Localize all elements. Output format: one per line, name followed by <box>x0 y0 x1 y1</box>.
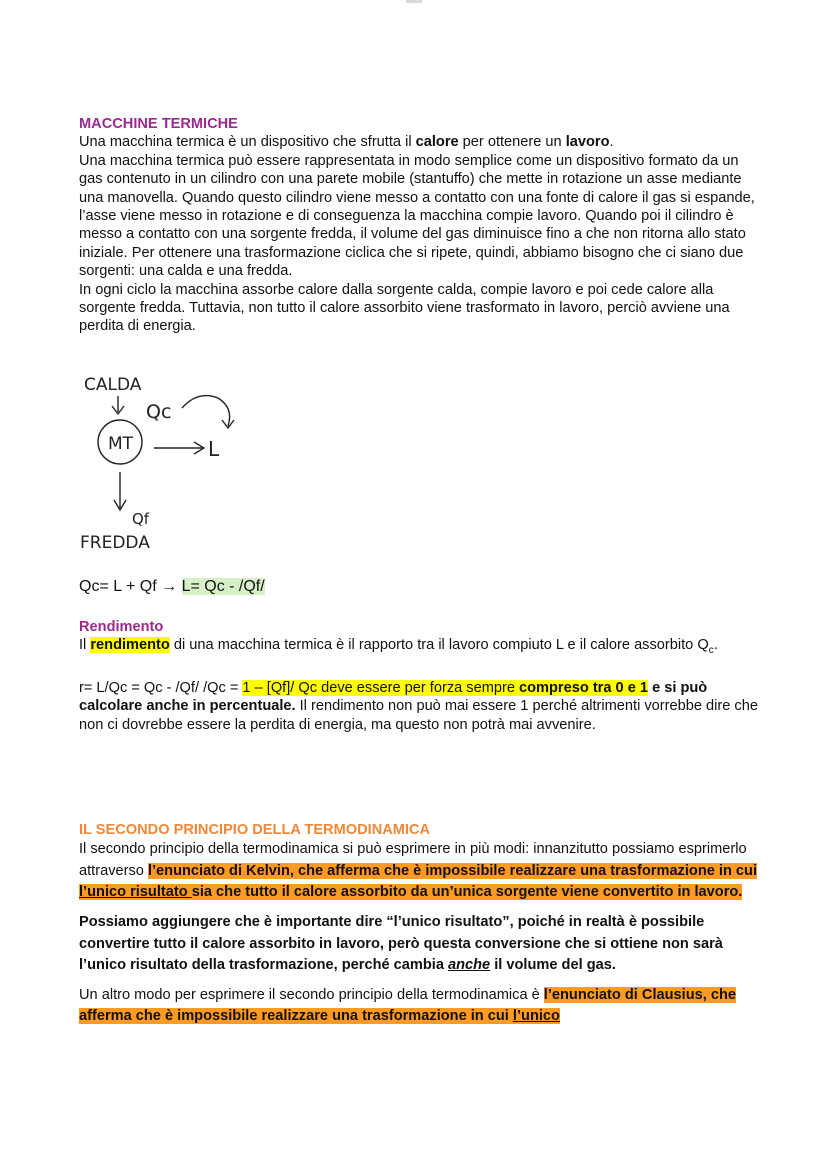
section-title: IL SECONDO PRINCIPIO DELLA TERMODINAMICA <box>79 822 431 838</box>
sketch-label-qc: Qc <box>146 401 172 423</box>
page-top-mark <box>406 0 422 3</box>
paragraph-formula: r= L/Qc = Qc - /Qf/ /Qc = 1 – [Qf]/ Qc deve essere per forza sempre compreso tra 0 e 1 e si può calcolare anche in percentuale. Il rendimento non può mai essere 1 perché altrimenti vorrebbe dire che non ci dovrebbe essere la perdita di energia, ma questo non potrà mai avvenire. <box>79 679 758 733</box>
section-title: Rendimento <box>79 619 164 635</box>
paragraph-kelvin: Il secondo principio della termodinamica si può esprimere in più modi: innanzitutto possiamo esprimerlo attraverso l’enunciato di Kelvin, che afferma che è impossibile realizzare una trasformazione in cui l’unico risultato sia che tutto il calore assorbito da un’unica sorgente viene convertito in lavoro. <box>79 841 758 901</box>
sketch-label-qf: Qf <box>132 510 150 528</box>
paragraph-definition: Il rendimento di una macchina termica è il rapporto tra il lavoro compiuto L e il calore assorbito $Q_c$. <box>79 637 718 657</box>
paragraph-description: Una macchina termica può essere rappresentata in modo semplice come un dispositivo formato da un gas contenuto in un cilindro con una parete mobile (stantuffo) che mette in rotazione un asse mediante una manovella. Quando questo cilindro viene messo a contatto con una fonte di calore il gas si espande, l’asse viene messo in rotazione e di conseguenza la macchina compie lavoro. Quando poi il cilindro è messo a contatto con una sorgente fredda, il volume del gas diminuisce fino a che non ritorna allo stato iniziale. Per ottenere una trasformazione ciclica che si ripete, quindi, abbiamo bisogno che ci siano due sorgenti: una calda e una fredda. <box>79 152 755 280</box>
section-secondo-principio <box>79 821 759 1028</box>
section-macchine-termiche <box>79 115 759 336</box>
sketch-label-mt: MT <box>108 434 134 454</box>
heat-engine-sketch <box>78 368 238 558</box>
sketch-label-l: L <box>208 437 220 461</box>
section-title: MACCHINE TERMICHE <box>79 116 238 132</box>
sketch-label-calda: CALDA <box>84 375 142 395</box>
paragraph-clausius: Un altro modo per esprimere il secondo principio della termodinamica è l’enunciato di Clausius, che afferma che è impossibile realizzare una trasformazione in cui l’unico <box>79 986 736 1025</box>
paragraph-unico-risultato: Possiamo aggiungere che è importante dire “l’unico risultato”, poiché in realtà è possibile convertire tutto il calore assorbito in lavoro, però questa conversione che si ottiene non sarà l’unico risultato della trasformazione, perché cambia anche il volume del gas. <box>79 913 723 974</box>
energy-formula: Qc= L + Qf → L= Qc - /Qf/ <box>79 578 265 595</box>
curved-arrow-icon <box>182 396 234 428</box>
paragraph-intro: Una macchina termica è un dispositivo che sfrutta il calore per ottenere un lavoro. <box>79 134 614 151</box>
section-rendimento <box>79 618 759 734</box>
arrow-right-icon <box>154 442 204 454</box>
paragraph-cycle: In ogni ciclo la macchina assorbe calore dalla sorgente calda, compie lavoro e poi cede calore alla sorgente fredda. Tuttavia, non tutto il calore assorbito viene trasformato in lavoro, perciò avviene una perdita di energia. <box>79 281 730 335</box>
arrow-down-icon <box>114 472 126 510</box>
arrow-down-icon <box>112 396 124 414</box>
sketch-label-fredda: FREDDA <box>80 533 150 553</box>
